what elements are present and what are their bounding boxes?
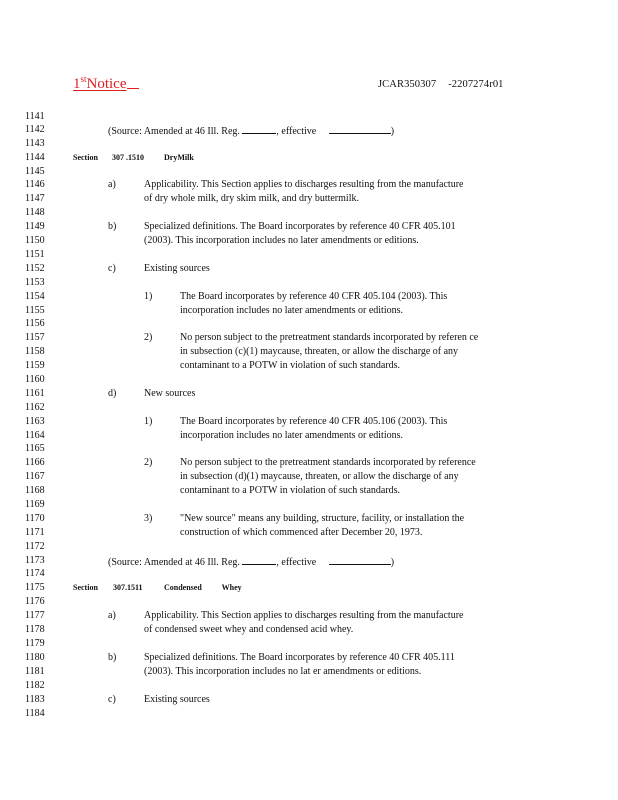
source-note [0,123,618,137]
line-number: 1149 [25,221,45,232]
line-text: Existing sources [144,694,210,705]
text-line [0,304,618,318]
line-text: No person subject to the pretreatment standards incorporated by reference [180,457,476,468]
text-line [0,165,618,179]
line-number: 1142 [25,124,45,135]
line-text: Applicability. This Section applies to discharges resulting from the manufacture [144,179,464,190]
register-blank [242,554,276,565]
line-number: 1155 [25,305,45,316]
notice-number: 1 [73,76,81,92]
line-number: 1171 [25,527,45,538]
notice-label: Notice [86,76,127,92]
section-label: Section [73,153,98,162]
text-line [0,679,618,693]
text-line [0,498,618,512]
text-line [0,429,618,443]
line-number: 1166 [25,457,45,468]
section-number: 307.1511 [113,583,143,592]
line-number: 1157 [25,332,45,343]
line-number: 1181 [25,666,45,677]
text-line [0,248,618,262]
subsection-label: a) [108,610,116,621]
text-line [0,442,618,456]
line-number: 1141 [25,111,45,122]
text-line [0,137,618,151]
paragraph-label: 1) [144,291,153,302]
line-number: 1180 [25,652,45,663]
line-number: 1169 [25,499,45,510]
line-number: 1183 [25,694,45,705]
text-line [0,192,618,206]
line-number: 1184 [25,708,45,719]
text-line [0,609,618,623]
line-text: incorporation includes no later amendments or editions. [180,305,403,316]
text-line [0,317,618,331]
paragraph-label: 1) [144,416,153,427]
line-number: 1162 [25,402,45,413]
line-number: 1151 [25,249,45,260]
section-title: DryMilk [164,153,194,162]
document-number: -2207274r01 [448,79,504,90]
line-text: contaminant to a POTW in violation of such standards. [180,360,401,371]
text-line [0,637,618,651]
line-number: 1156 [25,318,45,329]
line-text: Specialized definitions. The Board incorporates by reference 40 CFR 405.101 [144,221,456,232]
subsection-label: a) [108,179,116,190]
paragraph-label: 2) [144,332,153,343]
jcar-code: JCAR350307 [378,79,437,90]
subsection-label: b) [108,221,117,232]
source-note-text: (Source: Amended at 46 Ill. Reg. , effective ) [108,123,394,139]
text-line [0,206,618,220]
text-line [0,651,618,665]
text-line [0,456,618,470]
text-line [0,290,618,304]
line-number: 1178 [25,624,45,635]
text-line [0,331,618,345]
text-line [0,401,618,415]
line-text: "New source" means any building, structure, facility, or installation the [180,513,465,524]
line-number: 1167 [25,471,45,482]
text-line [0,484,618,498]
line-text: Specialized definitions. The Board incorporates by reference 40 CFR 405.111 [144,652,455,663]
line-number: 1161 [25,388,45,399]
text-line [0,276,618,290]
text-line [0,262,618,276]
line-text: (2003). This incorporation includes no later amendments or editions. [144,235,419,246]
section-number: 307 .1510 [112,153,144,162]
line-number: 1168 [25,485,45,496]
text-line [0,470,618,484]
text-line [0,220,618,234]
line-text: of condensed sweet whey and condensed acid whey. [144,624,354,635]
line-text: Existing sources [144,263,210,274]
line-number: 1179 [25,638,45,649]
line-text: The Board incorporates by reference 40 CFR 405.104 (2003). This [180,291,448,302]
line-text: in subsection (c)(1) maycause, threaten, or allow the discharge of any [180,346,459,357]
section-heading [0,581,618,595]
line-number: 1173 [25,555,45,566]
text-line [0,623,618,637]
text-line [0,387,618,401]
text-line [0,359,618,373]
line-number: 1176 [25,596,45,607]
line-number: 1150 [25,235,45,246]
line-text: (2003). This incorporation includes no lat er amendments or editions. [144,666,422,677]
paragraph-label: 3) [144,513,153,524]
text-line [0,526,618,540]
line-number: 1144 [25,152,45,163]
line-number: 1175 [25,582,45,593]
register-blank [242,123,276,134]
line-text: Applicability. This Section applies to discharges resulting from the manufacture [144,610,464,621]
line-text: No person subject to the pretreatment standards incorporated by referen ce [180,332,479,343]
source-note-text: (Source: Amended at 46 Ill. Reg. , effective ) [108,554,394,570]
line-text: The Board incorporates by reference 40 CFR 405.106 (2003). This [180,416,448,427]
line-number: 1143 [25,138,45,149]
line-number: 1154 [25,291,45,302]
text-line [0,110,618,124]
line-number: 1172 [25,541,45,552]
section-heading [0,151,618,165]
document-code [378,79,504,90]
line-number: 1174 [25,568,45,579]
line-text: in subsection (d)(1) maycause, threaten, or allow the discharge of any [180,471,459,482]
text-line [0,415,618,429]
notice-underline [127,74,139,89]
line-number: 1177 [25,610,45,621]
subsection-label: d) [108,388,117,399]
line-text: New sources [144,388,196,399]
line-text: incorporation includes no later amendments or editions. [180,430,403,441]
line-number: 1152 [25,263,45,274]
line-text: of dry whole milk, dry skim milk, and dry buttermilk. [144,193,359,204]
effective-date-blank [329,123,391,134]
text-line [0,373,618,387]
effective-date-blank [329,554,391,565]
text-line [0,595,618,609]
text-line [0,178,618,192]
notice-heading [73,74,139,93]
section-label: Section [73,583,98,592]
line-number: 1182 [25,680,45,691]
line-number: 1147 [25,193,45,204]
paragraph-label: 2) [144,457,153,468]
text-line [0,665,618,679]
line-number: 1153 [25,277,45,288]
source-note [0,554,618,568]
text-line [0,567,618,581]
subsection-label: b) [108,652,117,663]
text-line [0,707,618,721]
line-number: 1159 [25,360,45,371]
text-line [0,693,618,707]
text-line [0,234,618,248]
line-number: 1158 [25,346,45,357]
line-number: 1145 [25,166,45,177]
line-number: 1148 [25,207,45,218]
text-line [0,345,618,359]
line-number: 1163 [25,416,45,427]
line-text: contaminant to a POTW in violation of such standards. [180,485,401,496]
line-number: 1165 [25,443,45,454]
line-number: 1146 [25,179,45,190]
text-line [0,512,618,526]
line-number: 1160 [25,374,45,385]
line-number: 1164 [25,430,45,441]
subsection-label: c) [108,263,116,274]
line-text: construction of which commenced after December 20, 1973. [180,527,423,538]
line-number: 1170 [25,513,45,524]
subsection-label: c) [108,694,116,705]
section-title: Condensed Whey [164,583,242,592]
text-line [0,540,618,554]
notice-ordinal-suffix: st [80,74,87,84]
